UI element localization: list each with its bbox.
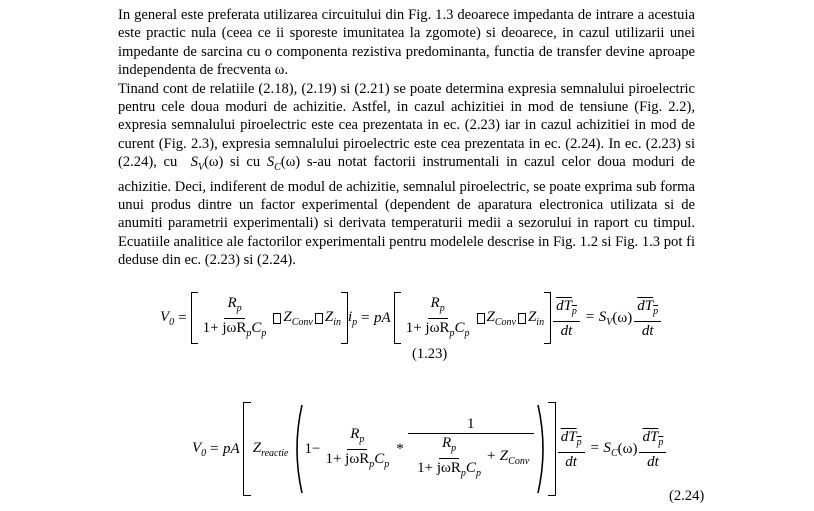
eq1-frac2-num: $R_p$	[428, 294, 448, 319]
eq1-parallel-op-4	[518, 313, 526, 324]
eq2-inner-num: $R_p$	[439, 434, 459, 459]
paragraph-2-mid: si cu	[230, 154, 261, 171]
eq2-deriv2-num: $dT_p$	[639, 428, 666, 453]
eq2-pa: = pA	[209, 440, 240, 457]
equation-2-24	[192, 402, 668, 496]
eq2-number: (2.24)	[669, 488, 705, 504]
eq1-right-bracket	[341, 292, 348, 344]
eq1-equals: =	[178, 309, 187, 326]
eq2-left-bracket	[243, 402, 251, 496]
eq2-frac2-den	[409, 434, 532, 483]
eq2-frac1-num: $R_p$	[347, 425, 367, 450]
eq2-derivative	[558, 428, 585, 471]
paragraph-1: In general este preferata utilizarea circuitului din Fig. 1.3 deoarece impedanta de intrare a acestuia este practic nula (ceea ce ii sporeste imunitatea la zgomote) si deoarece, in cazul utilizarii unei impedante de sarcina cu o componenta rezistiva predominanta, functia de transfer devine aproape independenta de frecventa ω.	[118, 7, 695, 79]
sc-symbol: $S_C$	[266, 154, 281, 174]
eq2-frac2-num: 1	[408, 415, 534, 434]
body-text	[118, 6, 695, 270]
eq1-ip: $i_p$	[348, 308, 358, 328]
eq2-frac1-den: $1+ j\omega R_pC_p$	[325, 450, 390, 470]
eq2-lhs: $V_0$	[192, 439, 207, 459]
eq1-fraction-2	[403, 294, 473, 343]
eq1-parallel-op-3	[477, 313, 485, 324]
eq1-left-bracket-2	[394, 292, 401, 344]
paragraph-2	[118, 80, 695, 270]
paragraph-2-part-2: s-au notat factorii instrumentali in cazul celor doua moduri de achizitie. Deci, indiferent de modul de achizitie, semnalul piroelectric, se poate exprima sub forma unui produs dintre un factor experimental (dependent de aparatura electronica utilizata si de anumiti parametrii experimentali) si derivata temperaturii medii a sezorului in raport cu timpul. Ecuatiile analitice ale factorilor experimentali pentru modelele descrise in Fig. 1.2 si Fig. 1.3 pot fi deduse din ec. (2.23) si (2.24).	[118, 154, 695, 269]
eq1-derivative-2	[634, 297, 661, 340]
eq1-number: (1.23)	[412, 346, 448, 362]
eq1-zconv: $Z_{Conv}$	[283, 308, 313, 328]
eq2-right-bracket	[548, 402, 556, 496]
eq2-deriv-num: $dT_p$	[558, 428, 585, 453]
eq1-deriv-num: $dT_p$	[553, 297, 580, 322]
eq2-plus-zconv: + $Z_{Conv}$	[485, 447, 530, 467]
eq2-omega: (ω)	[617, 440, 638, 457]
eq1-zin-2: $Z_{in}$	[527, 308, 545, 328]
eq1-right-bracket-2	[544, 292, 551, 344]
eq1-parallel-op-1	[273, 313, 281, 324]
eq1-deriv2-den: dt	[641, 322, 654, 339]
eq2-sc: = $S_C$	[589, 439, 618, 459]
eq2-fraction-1	[322, 425, 392, 474]
eq2-star: *	[396, 440, 404, 457]
omega-1: (ω)	[204, 154, 224, 171]
sv-symbol: $S_V$	[190, 154, 205, 174]
equation-1-23	[160, 292, 663, 344]
omega-2: (ω)	[280, 154, 301, 171]
eq2-deriv-den: dt	[565, 453, 577, 470]
eq1-pa: = pA	[360, 309, 391, 326]
eq2-derivative-2	[639, 428, 666, 471]
paragraph-2-part-1: Tinand cont de relatiile (2.18), (2.19) si (2.21) se poate determina expresia semnalului piroelectric pentru cele doua moduri de achizitie. Astfel, in cazul achizitiei in mod de tensiune (Fig. 2.2), expresia semnalului piroelectric este cea prezentata in ec. (2.23) iar in cazul achizitiei in mod de curent (Fig. 2.3), expresia semnalului piroelectric este cea prezentata in ec. (2.24). In ec. (2.23) si (2.24), cu	[118, 80, 695, 171]
eq1-frac2-den: $1+ j\omega R_pC_p$	[405, 319, 470, 339]
eq1-left-bracket	[191, 292, 198, 344]
eq2-deriv2-den: dt	[647, 453, 659, 470]
eq2-inner-fraction	[414, 434, 484, 483]
eq1-fraction-1	[200, 294, 270, 343]
eq2-fraction-2	[408, 415, 534, 483]
eq2-inner-den: $1+ j\omega R_pC_p$	[417, 460, 481, 479]
eq2-right-paren	[536, 403, 548, 495]
eq1-frac1-den: $1+ j\omega R_pC_p$	[202, 319, 267, 339]
eq1-lhs: $V_0$	[160, 308, 175, 328]
eq1-frac1-num: $R_p$	[224, 294, 244, 319]
eq2-one-minus: 1−	[304, 440, 321, 457]
eq1-deriv2-num: $dT_p$	[634, 297, 661, 322]
eq1-derivative	[553, 297, 580, 340]
eq1-parallel-op-2	[315, 313, 323, 324]
eq2-left-paren	[292, 403, 304, 495]
eq1-sv: = $S_V$	[584, 308, 613, 328]
eq1-zin: $Z_{in}$	[324, 308, 341, 328]
eq2-zreact: $Z_{reactie}$	[252, 439, 289, 459]
eq1-deriv-den: dt	[560, 322, 573, 339]
eq1-zconv-2: $Z_{Conv}$	[486, 308, 516, 328]
eq1-omega: (ω)	[612, 309, 633, 326]
